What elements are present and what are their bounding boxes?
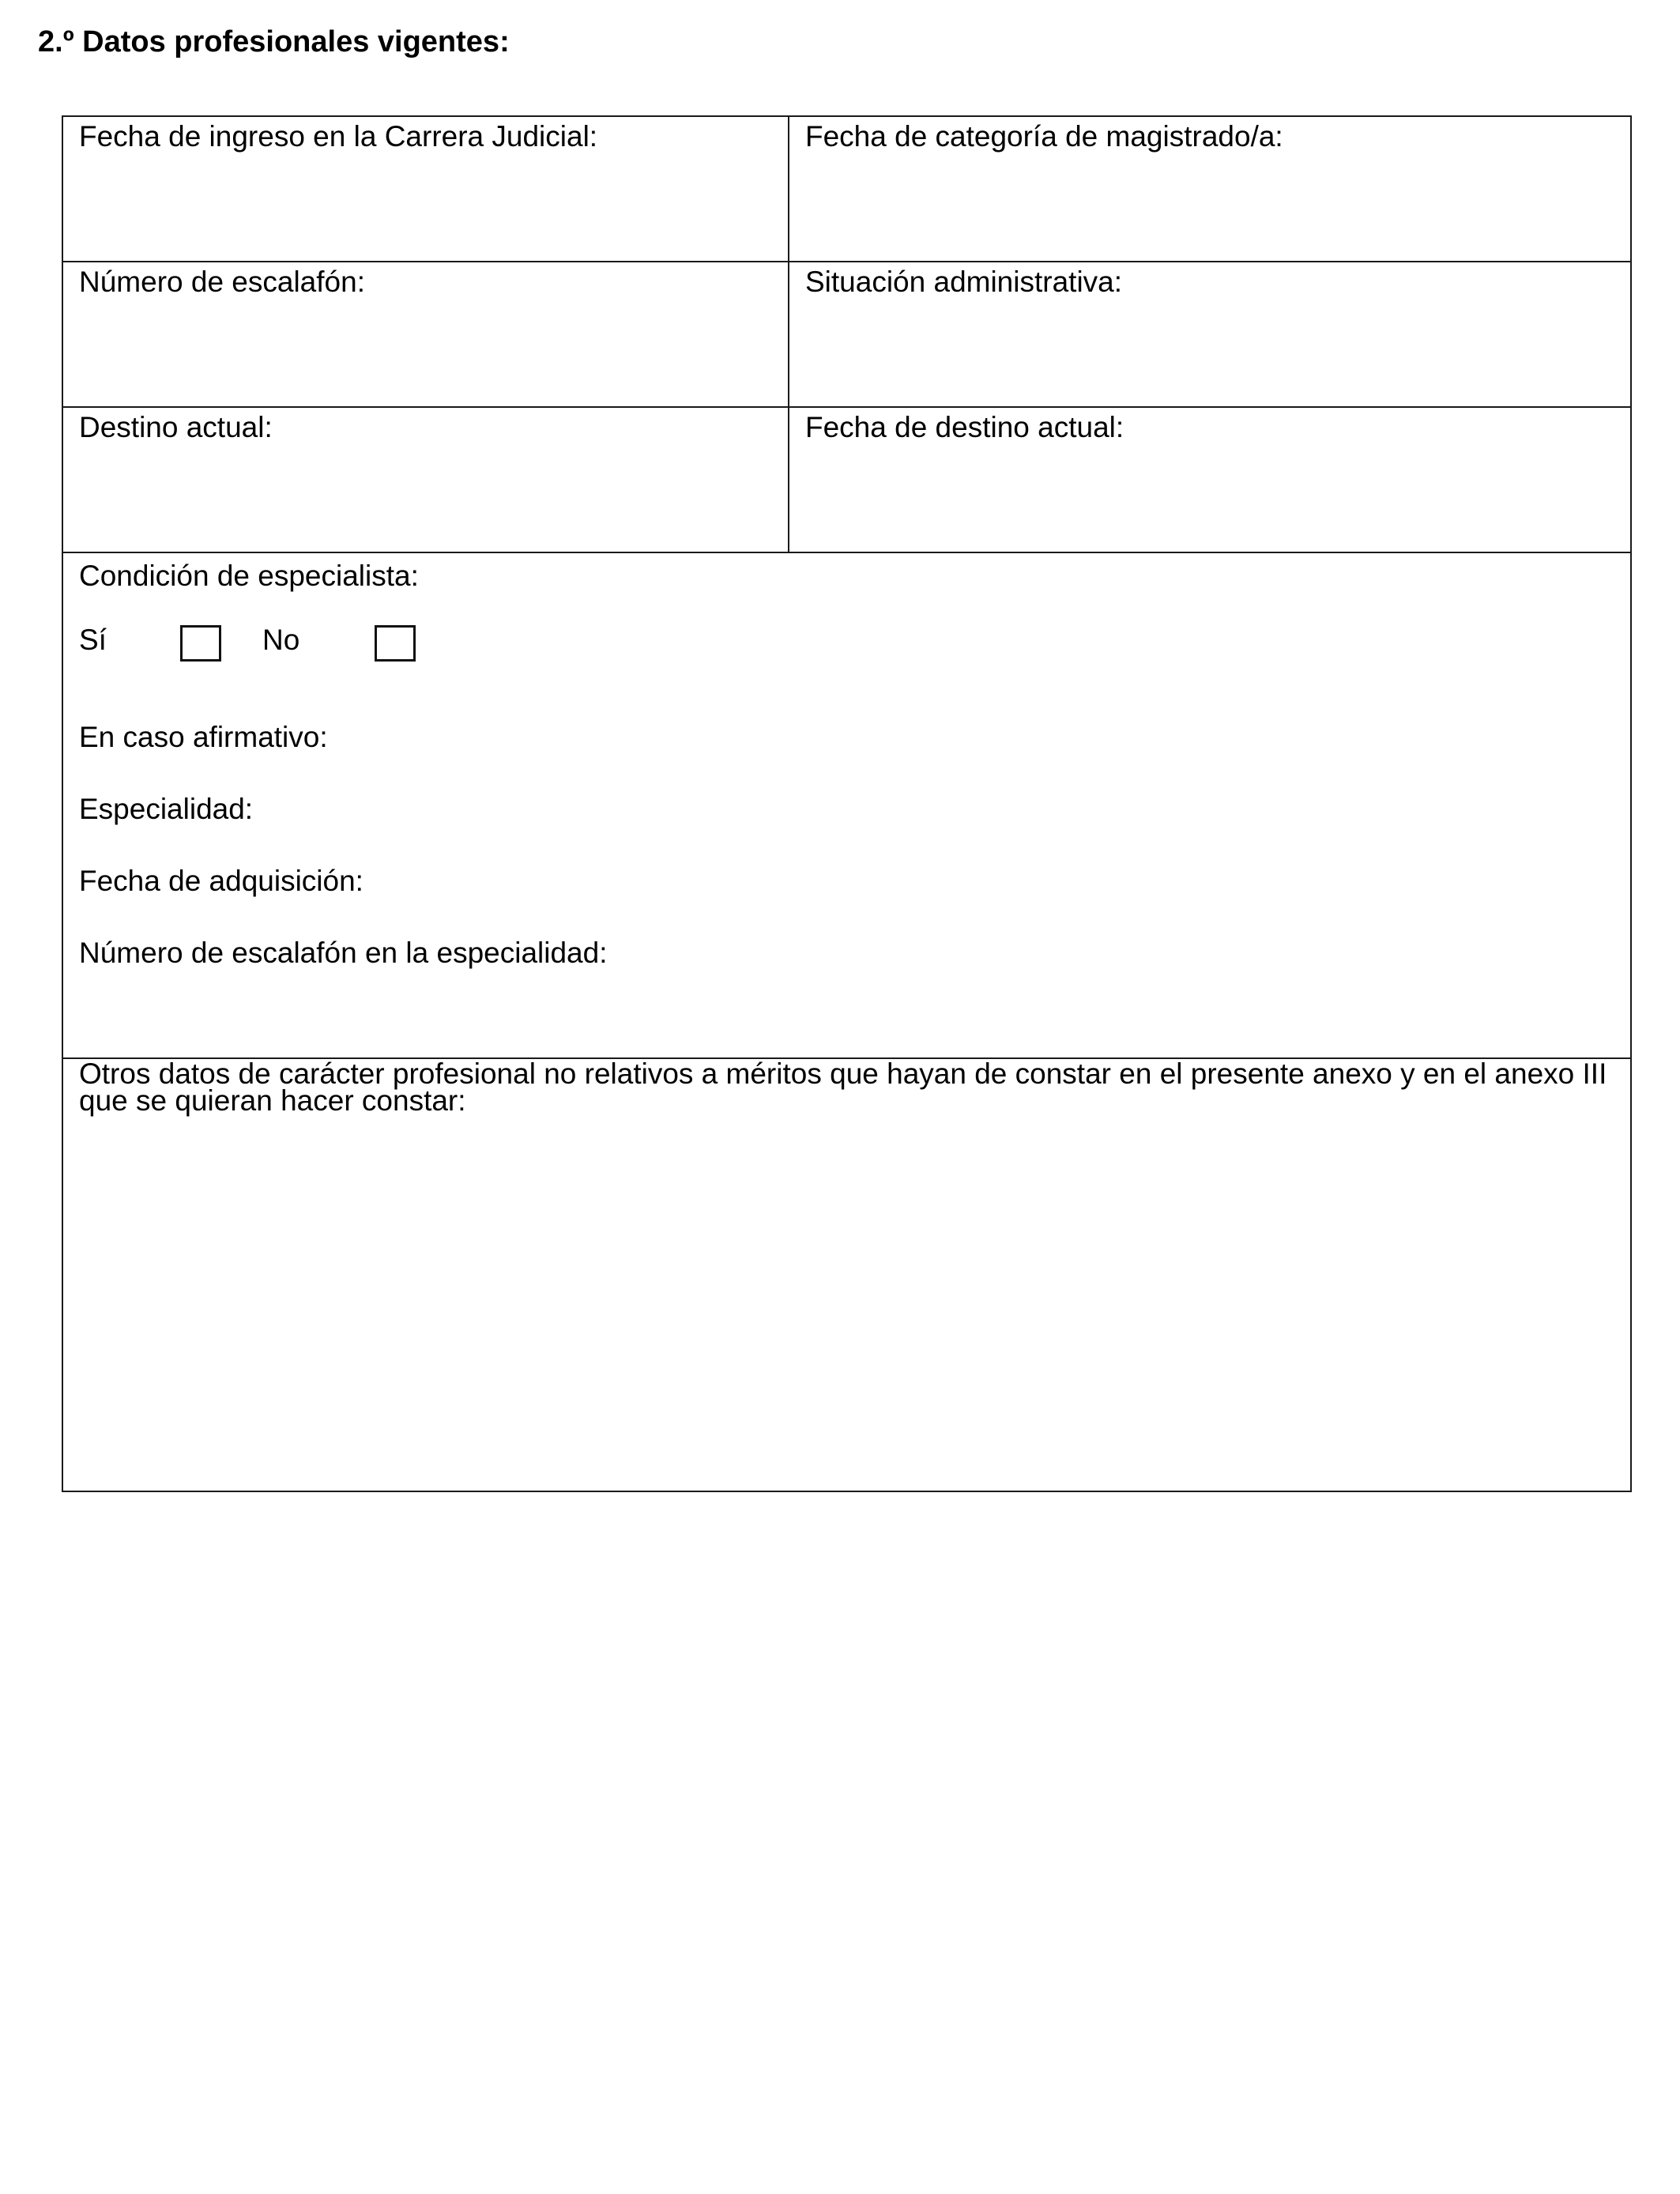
especialista-label: Condición de especialista: bbox=[79, 560, 419, 592]
fecha-categoria-label: Fecha de categoría de magistrado/a: bbox=[805, 120, 1283, 153]
numero-escalafon-label: Número de escalafón: bbox=[79, 266, 365, 298]
section-title: 2.º Datos profesionales vigentes: bbox=[38, 25, 510, 58]
fecha-destino-actual-label: Fecha de destino actual: bbox=[805, 411, 1124, 443]
especialista-options bbox=[79, 618, 1614, 662]
numero-escalafon-especialidad-field[interactable]: Número de escalafón en la especialidad: bbox=[79, 937, 608, 969]
especialidad-field[interactable]: Especialidad: bbox=[79, 793, 254, 825]
situacion-administrativa-label: Situación administrativa: bbox=[805, 266, 1123, 298]
fecha-destino-actual-field[interactable] bbox=[789, 407, 1631, 552]
fecha-ingreso-label: Fecha de ingreso en la Carrera Judicial: bbox=[79, 120, 598, 153]
fecha-adquisicion-field[interactable]: Fecha de adquisición: bbox=[79, 865, 363, 897]
affirmative-label: En caso afirmativo: bbox=[79, 721, 328, 753]
otros-datos-field[interactable] bbox=[62, 1058, 1631, 1491]
form-row-escalafon bbox=[62, 262, 1631, 407]
no-checkbox[interactable] bbox=[375, 625, 416, 662]
destino-actual-label: Destino actual: bbox=[79, 411, 273, 443]
form-row-dates bbox=[62, 116, 1631, 262]
yes-checkbox[interactable] bbox=[180, 625, 221, 662]
fecha-categoria-field[interactable] bbox=[789, 116, 1631, 262]
otros-datos-label: Otros datos de carácter profesional no relativos a méritos que hayan de constar en el presente anexo y en el anexo III que se quieran hacer constar: bbox=[79, 1057, 1607, 1117]
destino-actual-field[interactable] bbox=[62, 407, 789, 552]
yes-option-label: Sí bbox=[79, 624, 107, 656]
no-option-label: No bbox=[262, 624, 300, 656]
especialista-section bbox=[62, 552, 1631, 1058]
situacion-administrativa-field[interactable] bbox=[789, 262, 1631, 407]
professional-data-form bbox=[62, 115, 1632, 1492]
fecha-ingreso-field[interactable] bbox=[62, 116, 789, 262]
form-row-otros bbox=[62, 1058, 1631, 1491]
form-row-especialista bbox=[62, 552, 1631, 1058]
numero-escalafon-field[interactable] bbox=[62, 262, 789, 407]
form-row-destino bbox=[62, 407, 1631, 552]
